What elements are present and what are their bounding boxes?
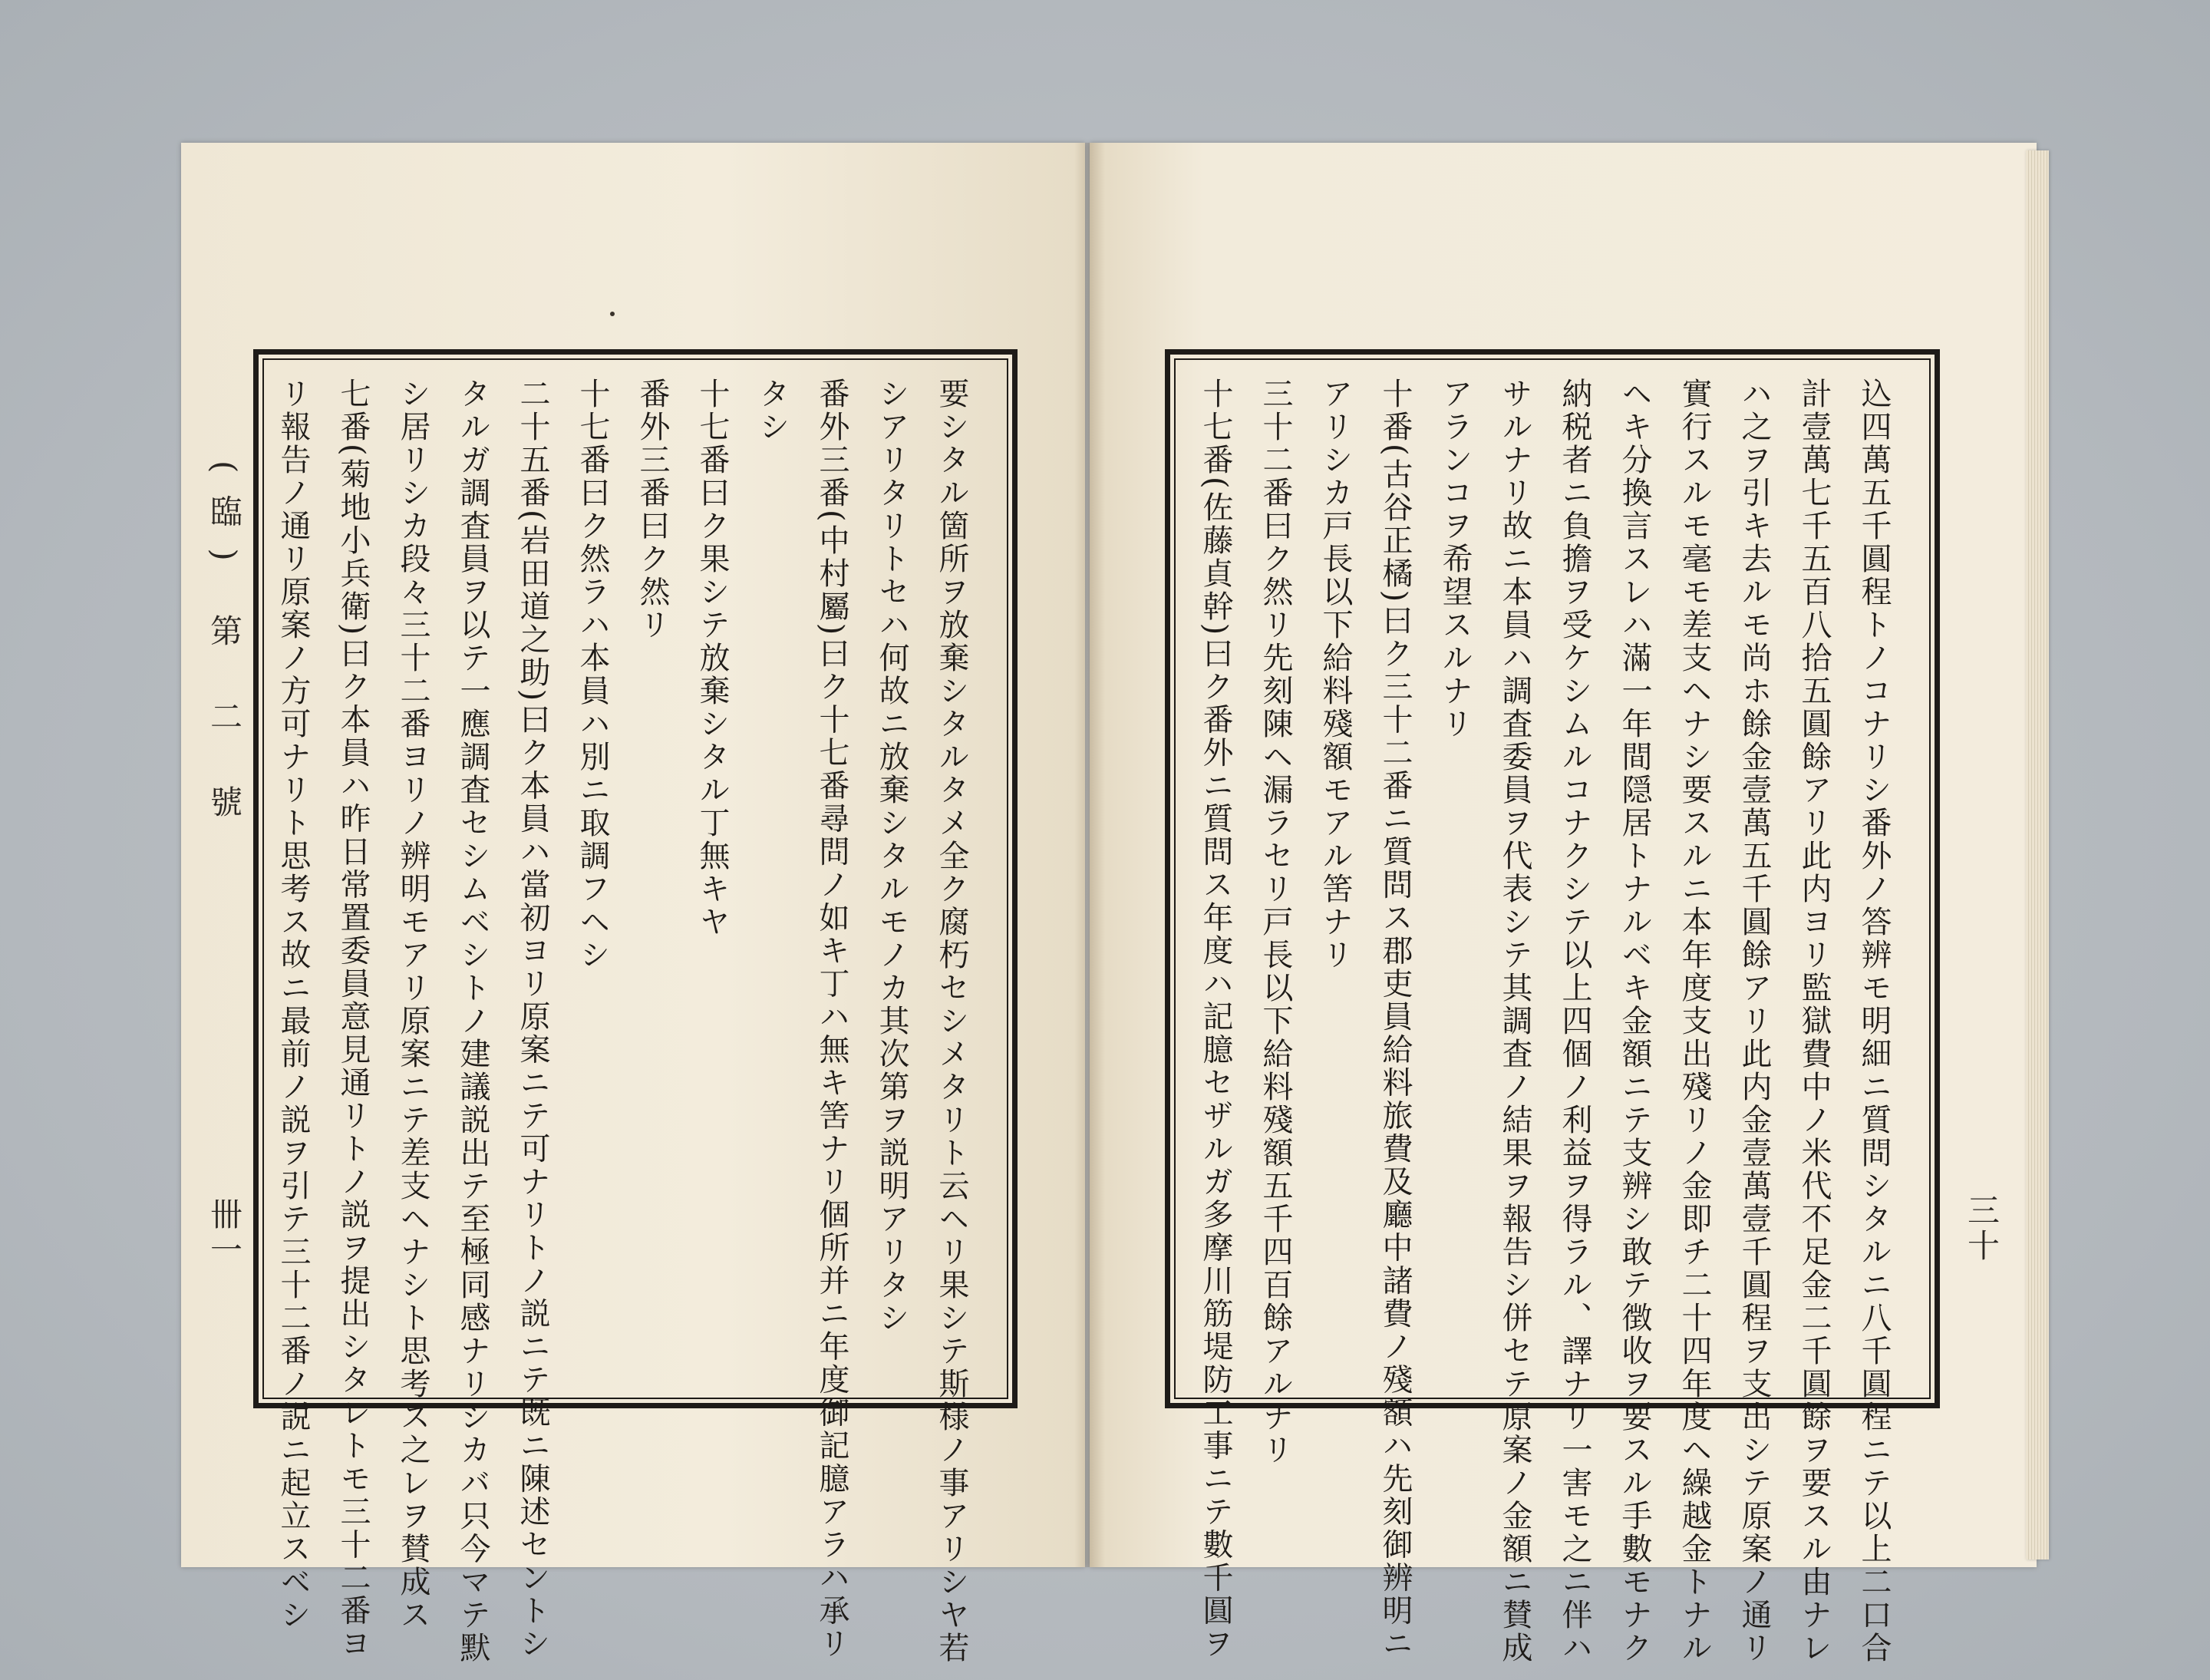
issue-label: (臨) 第 二 號 [206,460,243,839]
text-column: 十七番曰ク然ラハ本員ハ別ニ取調フヘシ [575,378,610,972]
text-column: 二十五番(岩田道之助)曰ク本員ハ當初ヨリ原案ニテ可ナリトノ説ニテ既ニ陳述セントシ [515,378,550,1661]
text-column: シアリタリトセハ何故ニ放棄シタルモノカ其次第ヲ説明アリタシ [874,378,909,1335]
text-column: 番外三番(中村屬)曰ク十七番尋問ノ如キ丁ハ無キ筈ナリ個所并ニ年度御記臆アラハ承リ [814,378,849,1661]
text-column: リ報告ノ通リ原案ノ方可ナリト思考ス故ニ最前ノ説ヲ引テ三十二番ノ説ニ起立スベシ [275,378,311,1632]
page-number-left: 卌一 [206,1197,243,1268]
text-column: ヘキ分換言スレハ滿一年間隠居トナルベキ金額ニテ支辨シ敢テ徴收ヲ要スル手數モナク [1617,378,1652,1665]
right-text-frame [1165,349,1940,1665]
text-column: アリシカ戸長以下給料殘額モアル筈ナリ [1318,378,1353,972]
text-column: 實行スルモ毫モ差支ヘナシ要スルニ本年度支出殘リノ金即チ二十四年度ヘ繰越金トナル [1677,378,1712,1665]
text-column: タシ [754,378,790,444]
text-column: 要シタル箇所ヲ放棄シタルタメ全ク腐朽セシメタリト云ヘリ果シテ斯様ノ事アリシヤ若 [934,378,969,1665]
book-gutter [1074,143,1105,1567]
text-column: 納税者ニ負擔ヲ受ケシムルコナクシテ以上四個ノ利益ヲ得ラル、譯ナリ一害モ之ニ伴ハ [1557,378,1592,1665]
text-column: 七番(菊地小兵衛)曰ク本員ハ昨日常置委員意見通リトノ説ヲ提出シタレトモ三十二番ヨ [335,378,371,1661]
page-number-right: 三十 [1963,1193,2001,1264]
text-column: 番外三番曰ク然リ [635,378,670,642]
text-column: 三十二番曰ク然リ先刻陳ヘ漏ラセリ戸長以下給料殘額五千四百餘アルナリ [1258,378,1293,1467]
left-text-frame [253,349,1018,1665]
left-text-body [275,378,981,1665]
text-column: 十番(古谷正橘)曰ク三十二番ニ質問ス郡吏員給料旅費及廳中諸費ノ殘額ハ先刻御辨明ニ [1377,378,1413,1661]
text-column: タルガ調査員ヲ以テ一應調査セシムベシトノ建議説出テ至極同感ナリシカバ只今マテ默 [455,378,490,1665]
text-column: 計壹萬七千五百八拾五圓餘アリ此内ヨリ監獄費中ノ米代不足金二千圓餘ヲ要スル由ナレ [1796,378,1832,1665]
text-column: 十七番曰ク果シテ放棄シタル丁無キヤ [694,378,730,939]
text-column: 込四萬五千圓程トノコナリシ番外ノ答辨モ明細ニ質問シタルニ八千圓程ニテ以上二口合 [1856,378,1892,1665]
text-column: 十七番(佐藤貞幹)曰ク番外ニ質問ス年度ハ記臆セザルガ多摩川筋堤防工事ニテ數千圓ヲ [1198,378,1233,1661]
ink-speck [610,312,615,316]
text-column: ハ之ヲ引キ去ルモ尚ホ餘金壹萬五千圓餘アリ此内金壹萬壹千圓程ヲ支出シテ原案ノ通リ [1737,378,1772,1665]
right-text-body [1198,378,1904,1665]
text-column: シ居リシカ段々三十二番ヨリノ辨明モアリ原案ニテ差支ヘナシト思考ス之レヲ賛成ス [395,378,430,1632]
page-edges [2026,150,2049,1560]
text-column: アランコヲ希望スルナリ [1437,378,1473,741]
text-column: サルナリ故ニ本員ハ調査委員ヲ代表シテ其調査ノ結果ヲ報告シ併セテ原案ノ金額ニ賛成 [1497,378,1532,1665]
